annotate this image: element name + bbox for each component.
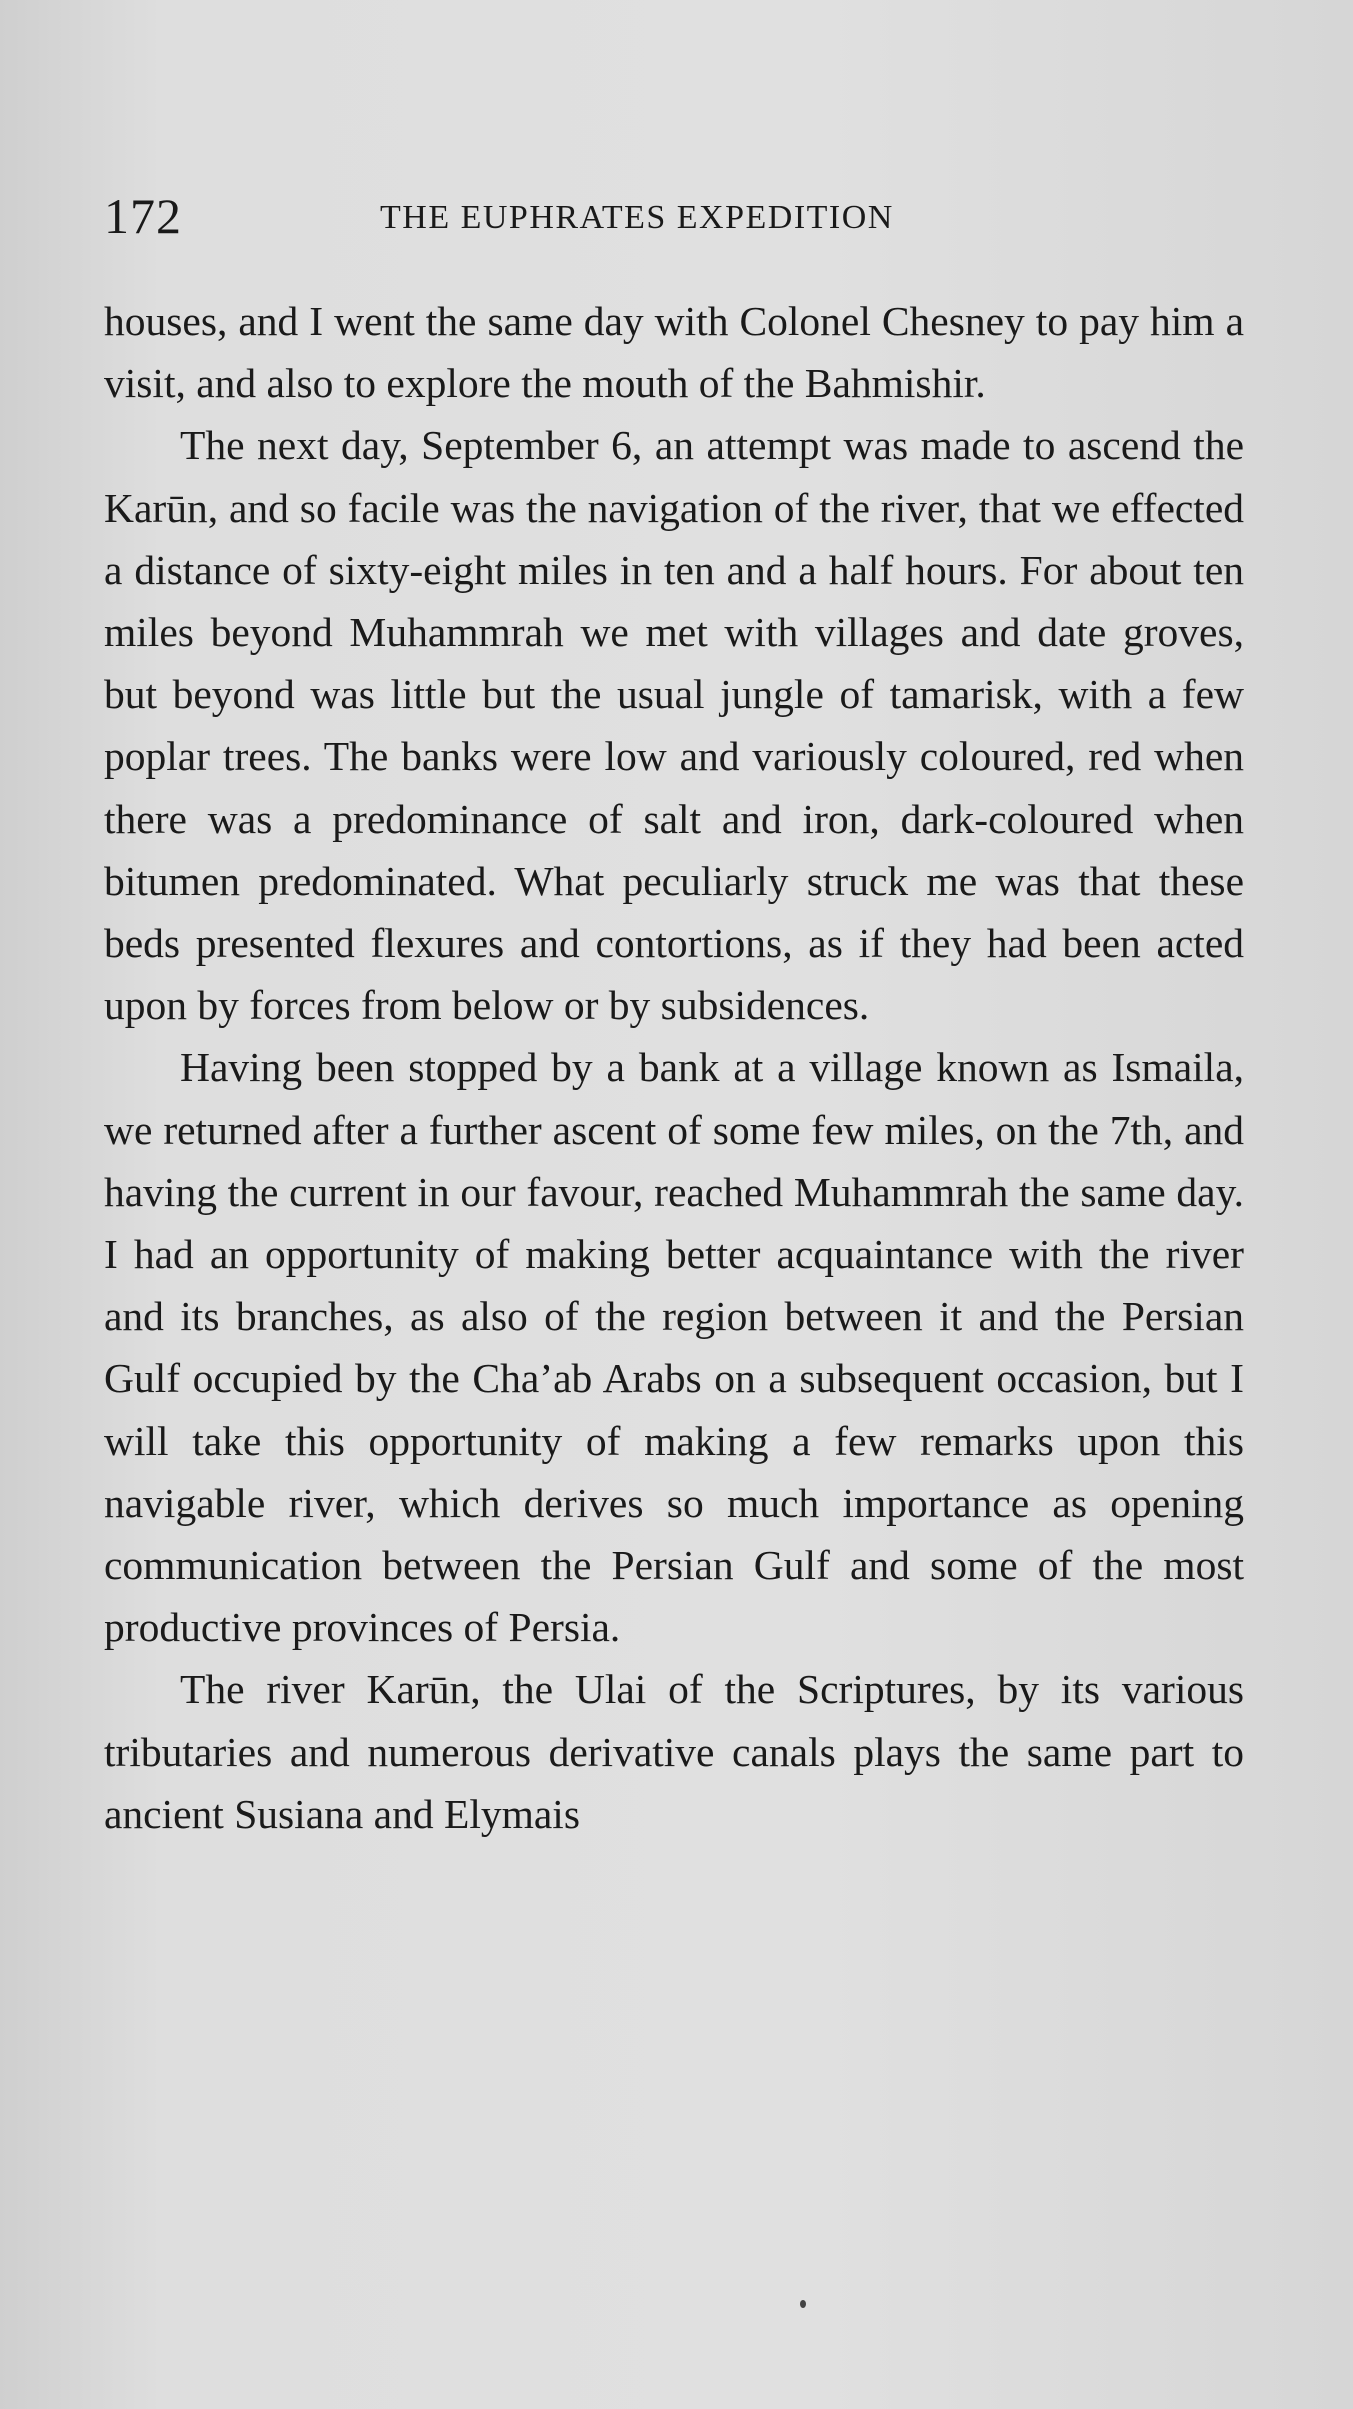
paragraph-river-karun: The river Karūn, the Ulai of the Scriptures, by its various tributaries and numerous derivative canals plays the same part to ancient Susiana and Elymais bbox=[104, 1666, 1244, 1837]
body-text bbox=[104, 290, 1244, 1845]
running-title: THE EUPHRATES EXPEDITION bbox=[380, 199, 894, 236]
running-head bbox=[104, 186, 1244, 246]
paragraph-ismaila-return: Having been stopped by a bank at a village known as Ismaila, we returned after a further ascent of some few miles, on the 7th, and having the current in our favour, reached Muhammrah the same day. I had an opportunity of making better acquaintance with the river and its branches, as also of the region between it and the Persian Gulf occupied by the Cha’ab Arabs on a subsequent occasion, but I will take this opportunity of making a few remarks upon this navigable river, which derives so much importance as opening communication between the Persian Gulf and some of the most productive provinces of Persia. bbox=[104, 1044, 1244, 1651]
page-number: 172 bbox=[104, 188, 182, 244]
paragraph-continuation: houses, and I went the same day with Colonel Chesney to pay him a visit, and also to explore the mouth of the Bahmishir. bbox=[104, 298, 1244, 407]
ink-speck bbox=[800, 2300, 806, 2308]
paragraph-karun-ascent: The next day, September 6, an attempt was made to ascend the Karūn, and so facile was the navigation of the river, that we effected a distance of sixty-eight miles in ten and a half hours. For about ten miles beyond Muhammrah we met with villages and date groves, but beyond was little but the usual jungle of tamarisk, with a few poplar trees. The banks were low and variously coloured, red when there was a predominance of salt and iron, dark-coloured when bitumen predominated. What peculiarly struck me was that these beds presented flexures and contortions, as if they had been acted upon by forces from below or by subsidences. bbox=[104, 422, 1244, 1029]
